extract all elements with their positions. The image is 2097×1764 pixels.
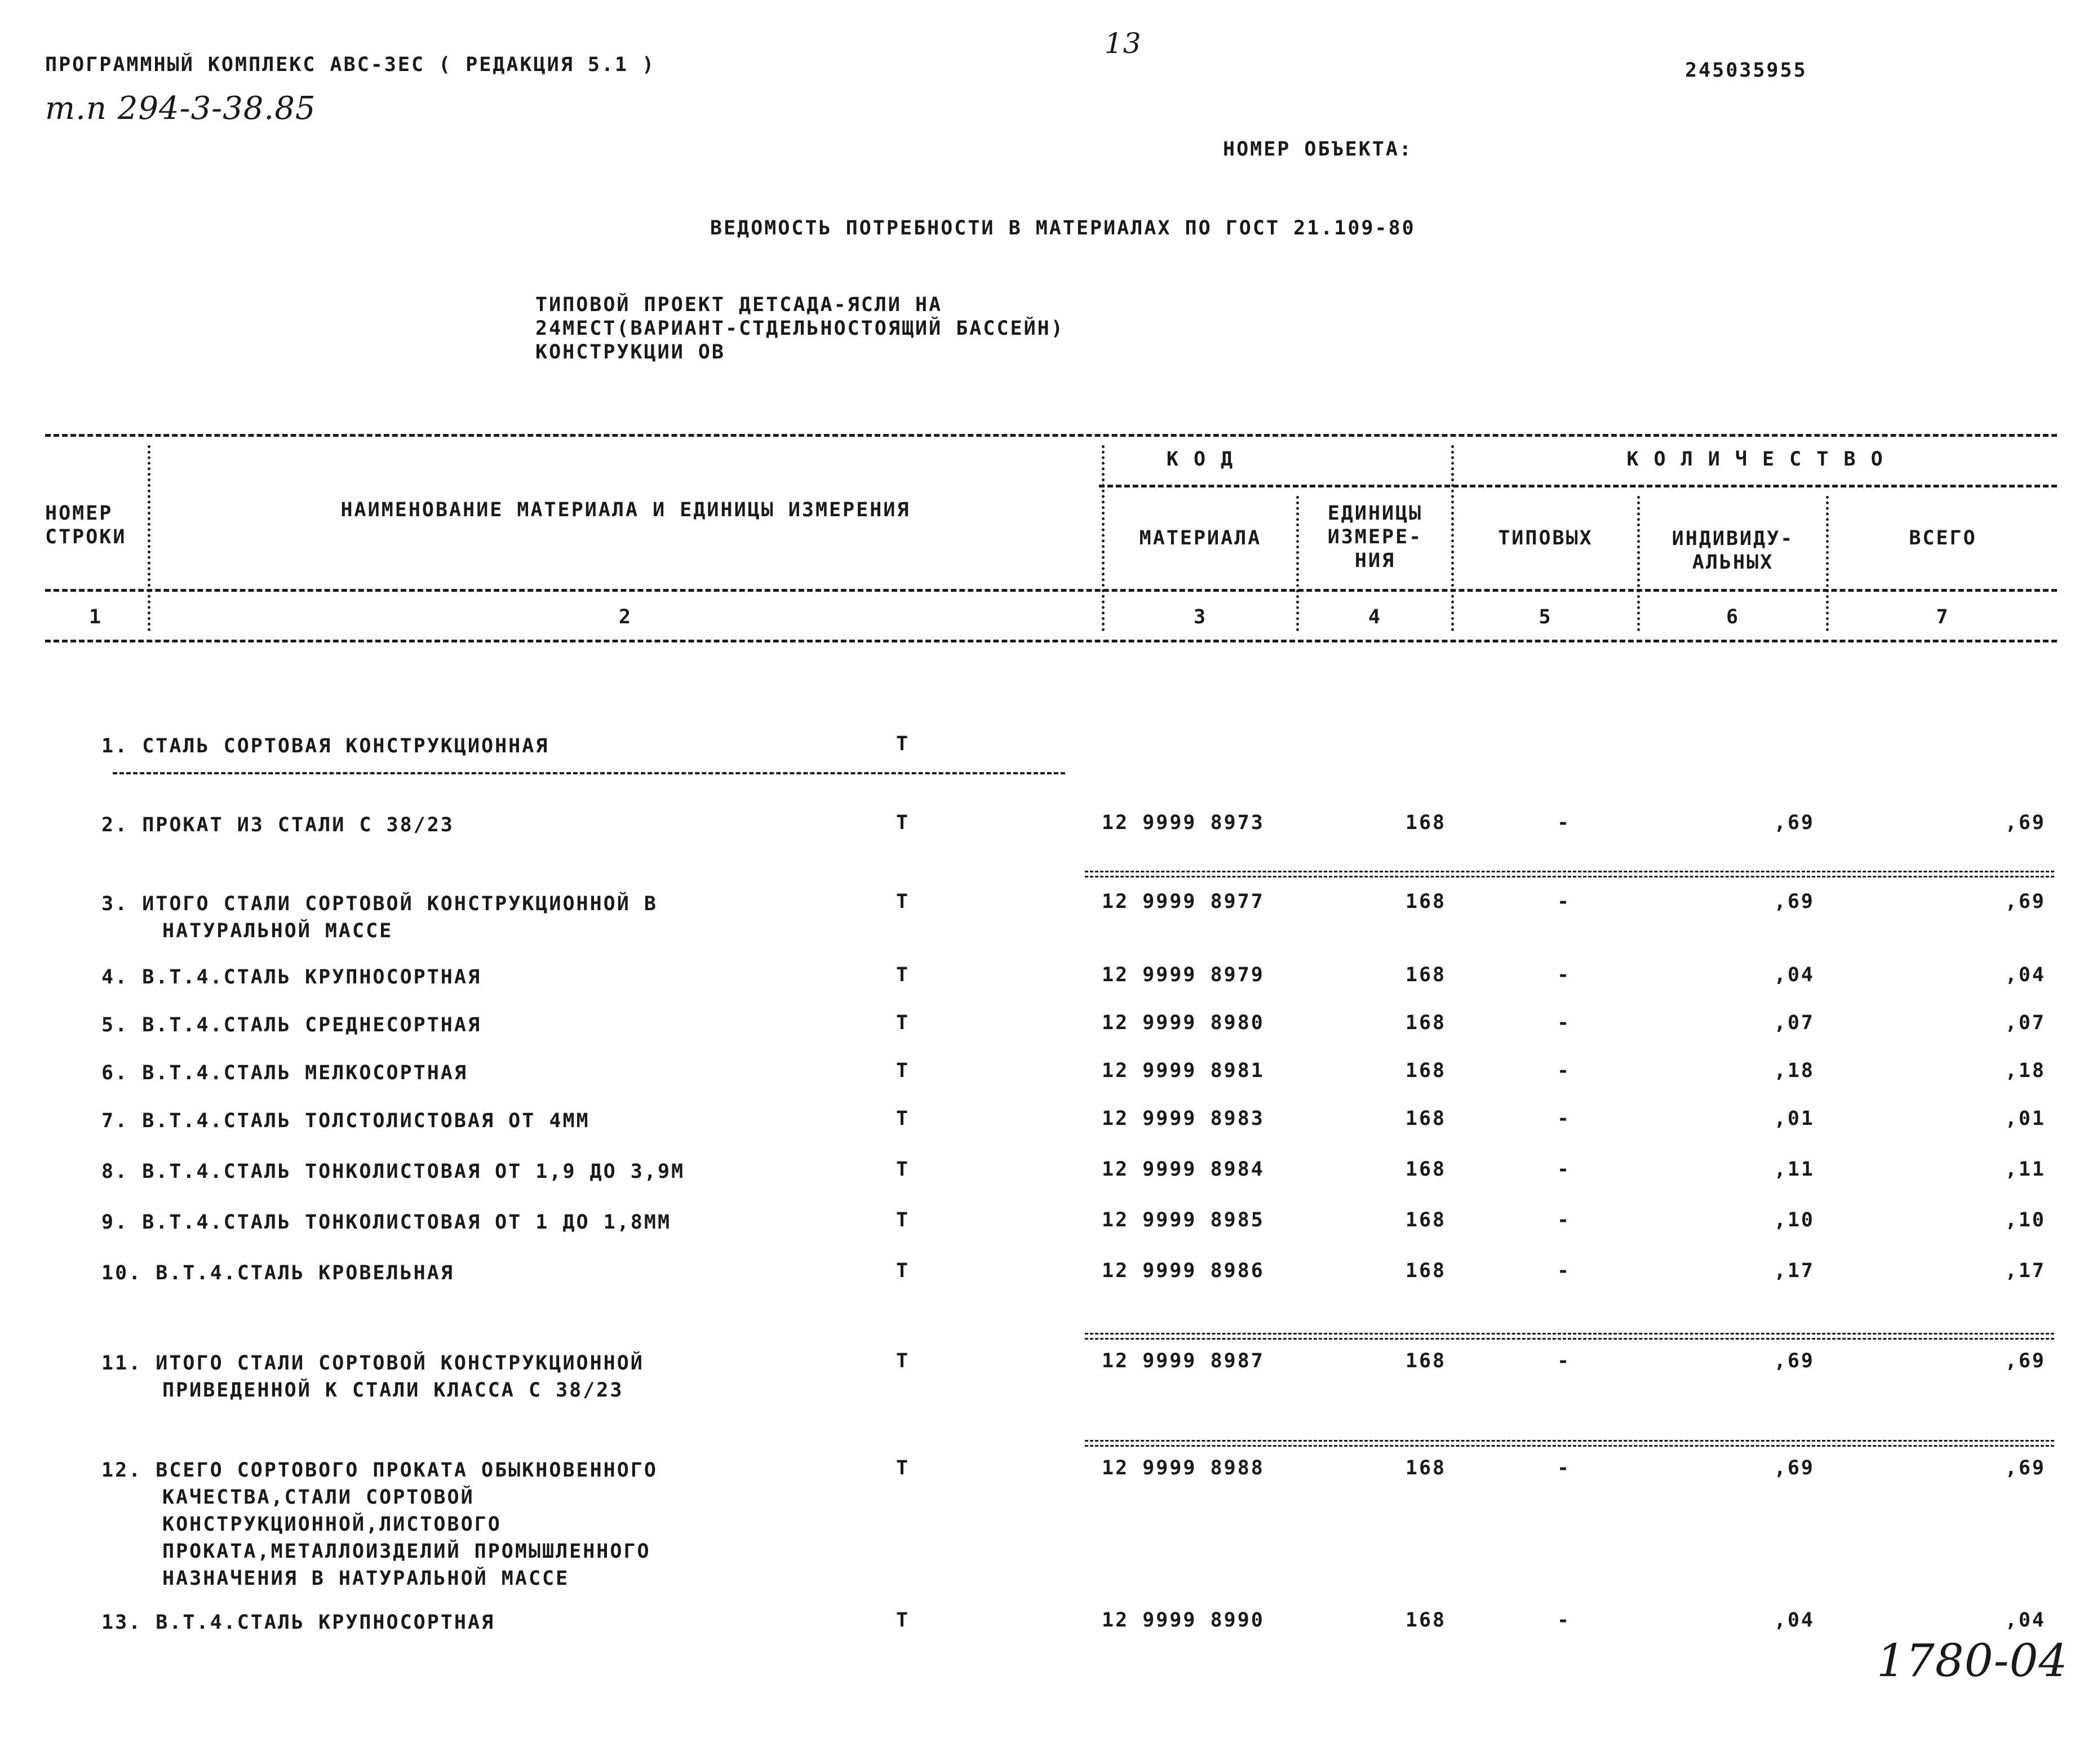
row-name-line: 1. СТАЛЬ СОРТОВАЯ КОНСТРУКЦИОННАЯ [101,735,549,757]
row-total-quantity: ,69 [2005,1457,2046,1479]
project-line: ТИПОВОЙ ПРОЕКТ ДЕТСАДА-ЯСЛИ НА [535,294,943,316]
row-unit-code: 168 [1405,1209,1447,1231]
row-unit: Т [896,812,910,834]
row-number-header [45,502,126,549]
row-typical-quantity: - [1557,1457,1571,1479]
unit-header-line: ИЗМЕРЕ- [1327,526,1423,548]
row-typical-quantity: - [1557,890,1571,913]
project-line: 24МЕСТ(ВАРИАНТ-СТДЕЛЬНОСТОЯЩИЙ БАССЕЙН) [535,317,1065,340]
individual-quantity-header [1640,527,1826,574]
row-total-quantity: ,69 [2005,1350,2046,1372]
row-material-name [101,1260,862,1287]
row-total-quantity: ,01 [2005,1107,2046,1130]
row-unit-code: 168 [1405,1107,1447,1130]
row-unit-code: 168 [1405,1012,1447,1034]
column-number: 5 [1539,606,1553,628]
row-unit-code: 168 [1405,1260,1447,1282]
row-total-quantity: ,04 [2005,964,2046,986]
total-double-rule [1085,1333,2054,1340]
row-name-line: 7. В.Т.4.СТАЛЬ ТОЛСТОЛИСТОВАЯ ОТ 4ММ [101,1110,590,1132]
row-material-code: 12 9999 8973 [1102,812,1265,834]
row-material-code: 12 9999 8985 [1102,1209,1265,1231]
row-total-quantity: ,11 [2005,1158,2046,1181]
row-individual-quantity: ,11 [1774,1158,1815,1181]
row-individual-quantity: ,17 [1774,1260,1815,1282]
row-material-name [101,812,862,839]
row-individual-quantity: ,04 [1774,964,1815,986]
header-rule-code-group [1099,485,2057,487]
row-name-line: ПРИВЕДЕННОЙ К СТАЛИ КЛАССА С 38/23 [162,1379,624,1402]
document-title: ВЕДОМОСТЬ ПОТРЕБНОСТИ В МАТЕРИАЛАХ ПО ГОСТ 21.109-80 [710,217,1416,240]
header-rule-mid [45,589,2057,592]
row-number-header-line: СТРОКИ [45,526,127,548]
total-double-rule [1085,871,2054,877]
unit-header-line: ЕДИНИЦЫ [1327,502,1423,525]
row-material-code: 12 9999 8983 [1102,1107,1265,1130]
program-name: ПРОГРАММНЫЙ КОМПЛЕКС АВС-3ЕС ( РЕДАКЦИЯ 5.1 ) [45,54,656,76]
row-material-name [101,1158,862,1185]
row-individual-quantity: ,18 [1774,1060,1815,1082]
row-unit-code: 168 [1405,1350,1447,1372]
row-individual-quantity: ,69 [1774,890,1815,913]
row-unit-code: 168 [1405,964,1447,986]
row-unit: Т [896,964,910,986]
total-quantity-header: ВСЕГО [1909,527,1977,549]
row-material-name [101,733,862,760]
row-material-code: 12 9999 8979 [1102,964,1265,986]
row-unit: Т [896,1158,910,1181]
column-number: 3 [1193,606,1208,628]
row-name-line: 3. ИТОГО СТАЛИ СОРТОВОЙ КОНСТРУКЦИОННОЙ В [101,893,658,915]
row-name-line: 9. В.Т.4.СТАЛЬ ТОНКОЛИСТОВАЯ ОТ 1 ДО 1,8ММ [101,1211,672,1234]
row-typical-quantity: - [1557,1060,1571,1082]
row-material-name [101,1107,862,1134]
row-material-code: 12 9999 8981 [1102,1060,1265,1082]
row-material-code: 12 9999 8977 [1102,890,1265,913]
row-total-quantity: ,18 [2005,1060,2046,1082]
row-material-name [101,1060,862,1087]
name-column-header: НАИМЕНОВАНИЕ МАТЕРИАЛА И ЕДИНИЦЫ ИЗМЕРЕНИЯ [340,499,911,521]
row-typical-quantity: - [1557,1609,1571,1632]
row-unit-code: 168 [1405,1158,1447,1181]
row-name-line: 5. В.Т.4.СТАЛЬ СРЕДНЕСОРТНАЯ [101,1014,482,1036]
row-total-quantity: ,07 [2005,1012,2046,1034]
row-material-name [101,1609,862,1636]
column-number: 6 [1726,606,1740,628]
row-name-line: НАЗНАЧЕНИЯ В НАТУРАЛЬНОЙ МАССЕ [162,1567,570,1590]
row-name-line: 6. В.Т.4.СТАЛЬ МЕЛКОСОРТНАЯ [101,1062,468,1084]
column-separator [148,445,150,631]
handwritten-project-ref: т.п 294-3-38.85 [45,90,316,127]
object-number-label: НОМЕР ОБЪЕКТА: [1223,138,1413,161]
row-material-name [101,1350,862,1404]
row-unit-code: 168 [1405,812,1447,834]
row-name-line: ПРОКАТА,МЕТАЛЛОИЗДЕЛИЙ ПРОМЫШЛЕННОГО [162,1540,651,1563]
row-name-line: 8. В.Т.4.СТАЛЬ ТОНКОЛИСТОВАЯ ОТ 1,9 ДО 3,9М [101,1160,685,1183]
row-unit: Т [896,890,910,913]
row-unit: Т [896,1457,910,1479]
row-typical-quantity: - [1557,812,1571,834]
individual-header-line: ИНДИВИДУ- [1672,528,1794,550]
row-material-code: 12 9999 8988 [1102,1457,1265,1479]
row-individual-quantity: ,69 [1774,812,1815,834]
row-material-name [101,890,862,945]
row-unit: Т [896,1609,910,1632]
row-individual-quantity: ,04 [1774,1609,1815,1632]
row-material-code: 12 9999 8990 [1102,1609,1265,1632]
row-name-line: 2. ПРОКАТ ИЗ СТАЛИ С 38/23 [101,814,454,836]
row-typical-quantity: - [1557,964,1571,986]
row-name-line: 10. В.Т.4.СТАЛЬ КРОВЕЛЬНАЯ [101,1262,454,1284]
row-name-line: 11. ИТОГО СТАЛИ СОРТОВОЙ КОНСТРУКЦИОННОЙ [101,1352,644,1375]
row-name-line: 4. В.Т.4.СТАЛЬ КРУПНОСОРТНАЯ [101,966,482,989]
row-material-name [101,1209,862,1236]
document-code: 245035955 [1685,59,1807,82]
column-number: 7 [1936,606,1950,628]
project-line: КОНСТРУКЦИИ ОВ [535,341,726,364]
row-name-line: 12. ВСЕГО СОРТОВОГО ПРОКАТА ОБЫКНОВЕННОГО [101,1459,658,1482]
row-material-code: 12 9999 8986 [1102,1260,1265,1282]
row-total-quantity: ,10 [2005,1209,2046,1231]
row-material-code: 12 9999 8984 [1102,1158,1265,1181]
row-unit: Т [896,1012,910,1034]
total-double-rule [1085,1440,2054,1447]
header-rule-bottom [45,640,2057,642]
section-underline [113,772,1065,774]
row-name-line: 13. В.Т.4.СТАЛЬ КРУПНОСОРТНАЯ [101,1611,495,1634]
project-description [535,293,1065,364]
column-number: 2 [618,606,633,628]
row-total-quantity: ,17 [2005,1260,2046,1282]
typical-quantity-header: ТИПОВЫХ [1498,527,1593,549]
row-typical-quantity: - [1557,1107,1571,1130]
row-total-quantity: ,69 [2005,890,2046,913]
row-material-code: 12 9999 8980 [1102,1012,1265,1034]
row-material-name [101,1457,862,1592]
row-material-code: 12 9999 8987 [1102,1350,1265,1372]
row-typical-quantity: - [1557,1158,1571,1181]
row-unit: Т [896,1350,910,1372]
column-number: 1 [88,606,103,628]
row-individual-quantity: ,69 [1774,1457,1815,1479]
individual-header-line: АЛЬНЫХ [1692,551,1774,574]
row-unit-code: 168 [1405,1060,1447,1082]
material-code-header: МАТЕРИАЛА [1139,527,1262,549]
row-unit: Т [896,1260,910,1282]
row-unit: Т [896,1107,910,1130]
row-individual-quantity: ,10 [1774,1209,1815,1231]
page-number: 13 [1105,27,1142,60]
row-total-quantity: ,04 [2005,1609,2046,1632]
row-number-header-line: НОМЕР [45,502,113,525]
code-group-header: К О Д [1166,448,1235,471]
quantity-group-header: К О Л И Ч Е С Т В О [1626,448,1885,471]
row-name-line: КОНСТРУКЦИОННОЙ,ЛИСТОВОГО [162,1513,502,1536]
row-individual-quantity: ,01 [1774,1107,1815,1130]
row-typical-quantity: - [1557,1209,1571,1231]
row-unit-code: 168 [1405,1457,1447,1479]
row-typical-quantity: - [1557,1260,1571,1282]
row-unit: Т [896,1209,910,1231]
column-number: 4 [1368,606,1382,628]
row-unit-code: 168 [1405,1609,1447,1632]
row-individual-quantity: ,69 [1774,1350,1815,1372]
row-unit: Т [896,733,910,755]
row-typical-quantity: - [1557,1012,1571,1034]
unit-header-line: НИЯ [1354,549,1396,572]
row-material-name [101,1012,862,1039]
row-unit-code: 168 [1405,890,1447,913]
handwritten-footer-number: 1780-04 [1877,1634,2068,1687]
row-total-quantity: ,69 [2005,812,2046,834]
row-material-name [101,964,862,991]
row-unit: Т [896,1060,910,1082]
row-name-line: НАТУРАЛЬНОЙ МАССЕ [162,920,393,942]
row-name-line: КАЧЕСТВА,СТАЛИ СОРТОВОЙ [162,1486,475,1509]
row-typical-quantity: - [1557,1350,1571,1372]
row-individual-quantity: ,07 [1774,1012,1815,1034]
unit-code-header [1299,502,1451,573]
header-rule-top [45,434,2057,437]
